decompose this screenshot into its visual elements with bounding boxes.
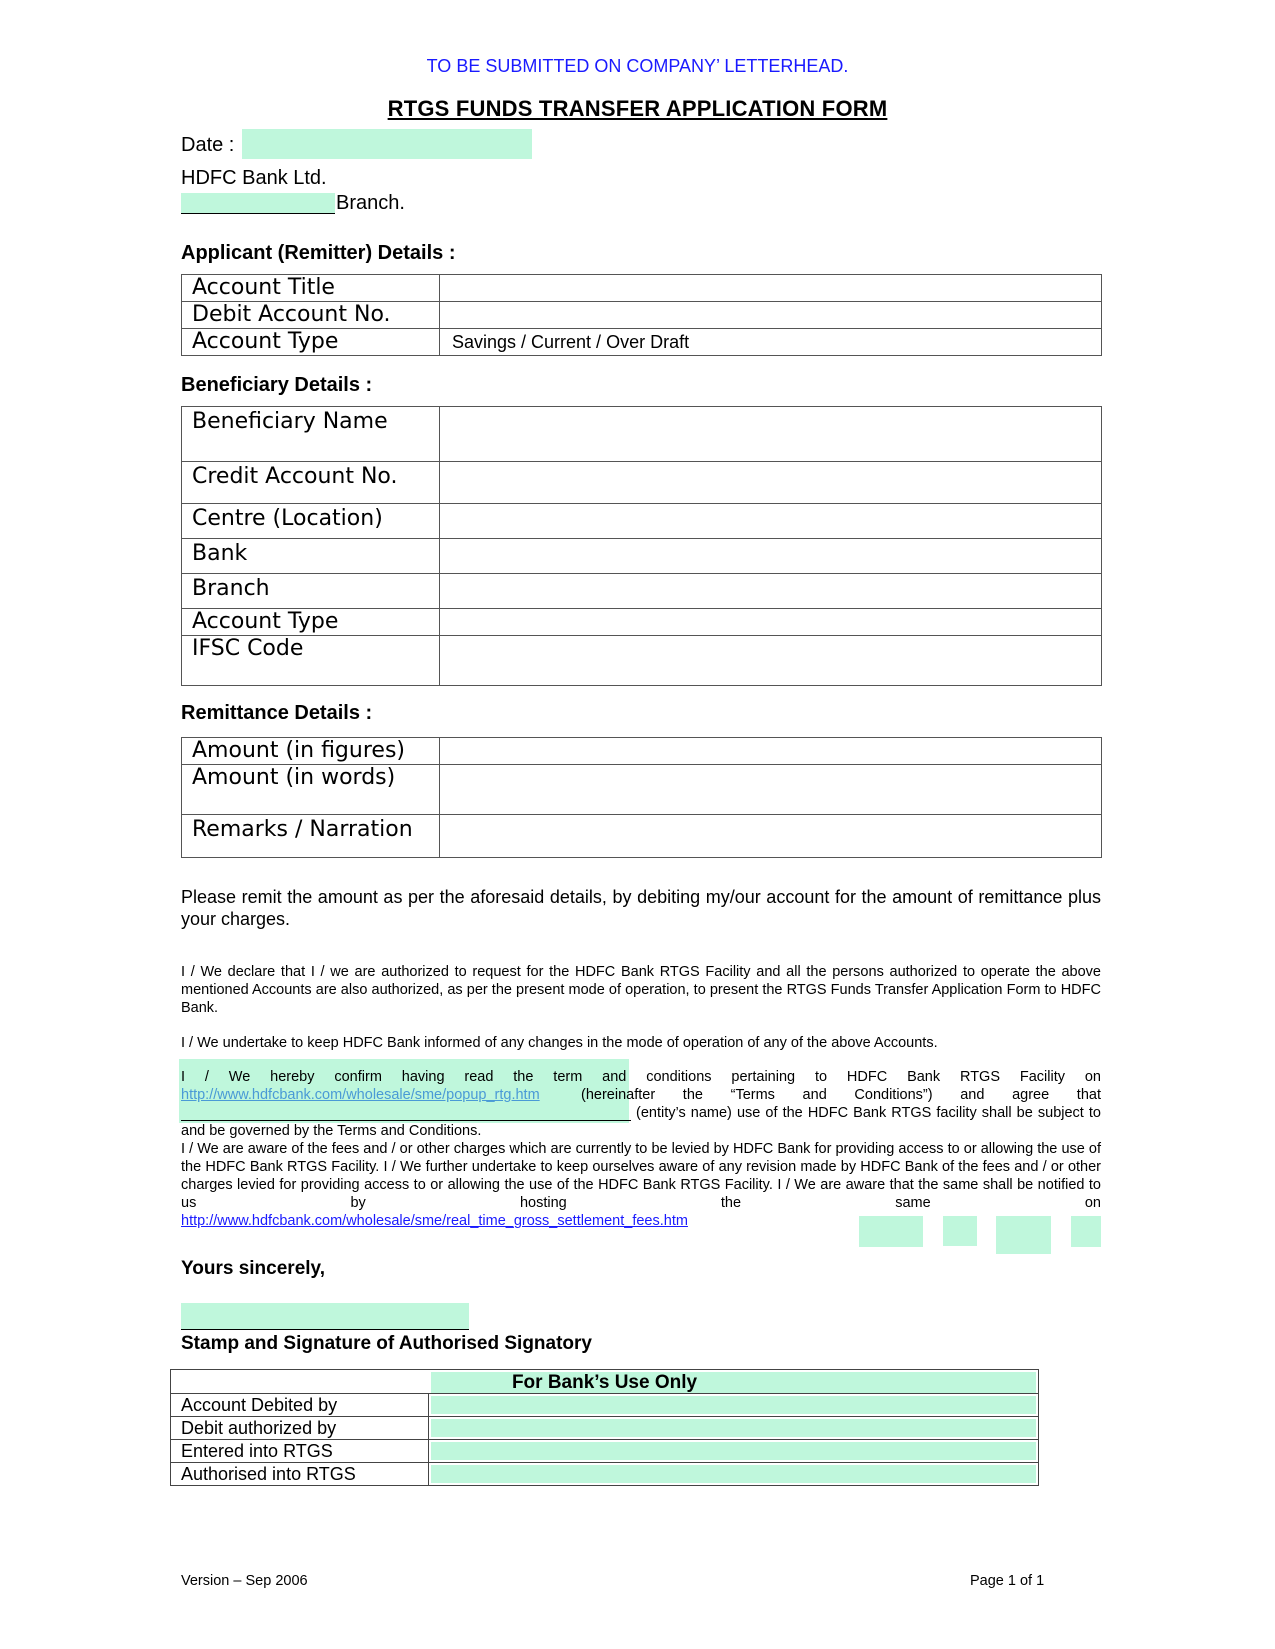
- authorised-into-rtgs-field[interactable]: [429, 1463, 1039, 1486]
- account-debited-by-field[interactable]: [429, 1394, 1039, 1417]
- applicant-table: [181, 274, 1102, 356]
- row-label: Beneficiary Name: [182, 407, 440, 462]
- row-label: Amount (in figures): [182, 738, 440, 765]
- centre-location-field[interactable]: [440, 504, 1102, 539]
- terms-link[interactable]: http://www.hdfcbank.com/wholesale/sme/popup_rtg.htm: [181, 1087, 540, 1103]
- row-label: Branch: [182, 574, 440, 609]
- table-row: [171, 1394, 1039, 1417]
- bank-use-heading: For Bank’s Use Only: [511, 1372, 698, 1393]
- page-title: RTGS FUNDS TRANSFER APPLICATION FORM: [387, 96, 888, 121]
- table-row: [171, 1463, 1039, 1486]
- fill-box[interactable]: [996, 1216, 1051, 1254]
- row-label: Credit Account No.: [182, 462, 440, 504]
- table-row: [171, 1370, 1039, 1394]
- date-input[interactable]: [242, 129, 532, 159]
- request-paragraph: Please remit the amount as per the aforesaid details, by debiting my/our account for the amount of remittance plus your charges.: [181, 887, 1101, 929]
- beneficiary-name-field[interactable]: [440, 407, 1102, 462]
- row-label: Debit authorized by: [171, 1417, 429, 1440]
- declaration-terms-line3: (entity’s name) use of the HDFC Bank RTGS facility shall be subject to and be governed by the Terms and Conditions.: [181, 1105, 1101, 1139]
- row-label: Remarks / Narration: [182, 815, 440, 858]
- table-row: [182, 609, 1102, 636]
- remittance-table: [181, 737, 1102, 858]
- bank-use-heading-cell: [171, 1370, 1039, 1394]
- amount-words-field[interactable]: [440, 765, 1102, 815]
- amount-figures-field[interactable]: [440, 738, 1102, 765]
- row-label: Centre (Location): [182, 504, 440, 539]
- table-row: [171, 1417, 1039, 1440]
- bank-name: HDFC Bank Ltd.: [181, 167, 327, 189]
- date-label: Date :: [181, 134, 235, 156]
- table-row: [182, 539, 1102, 574]
- fill-box[interactable]: [1071, 1216, 1101, 1247]
- branch-suffix: Branch.: [336, 192, 405, 214]
- declaration-terms-line1: I / We hereby confirm having read the term and conditions pertaining to HDFC Bank RTGS Facility on: [181, 1069, 1101, 1085]
- applicant-heading: Applicant (Remitter) Details :: [181, 242, 456, 264]
- beneficiary-account-type-field[interactable]: [440, 609, 1102, 636]
- row-label: Amount (in words): [182, 765, 440, 815]
- row-label: Account Debited by: [171, 1394, 429, 1417]
- declaration-authorization: I / We declare that I / we are authorized to request for the HDFC Bank RTGS Facility and all the persons authorized to operate the above mentioned Accounts are also authorized, as per the present mode of operation, to present the RTGS Funds Transfer Application Form to HDFC Bank.: [181, 964, 1101, 1016]
- declaration-fees: I / We are aware of the fees and / or other charges which are currently to be levied by HDFC Bank for providing access to or allowing the use of the HDFC Bank RTGS Facility. I / We further undertake to keep ourselves aware of any revision made by HDFC Bank of the fees and / or other charges levied for providing access to or allowing the use of the HDFC Bank RTGS Facility. I / We are aware that the same shall be notified to us by hosting the same on: [181, 1141, 1101, 1211]
- table-row: [182, 275, 1102, 302]
- signature-caption: Stamp and Signature of Authorised Signatory: [181, 1333, 592, 1354]
- table-row: [182, 462, 1102, 504]
- closing-salutation: Yours sincerely,: [181, 1258, 325, 1279]
- fill-box[interactable]: [943, 1216, 977, 1246]
- beneficiary-bank-field[interactable]: [440, 539, 1102, 574]
- letterhead-note: TO BE SUBMITTED ON COMPANY’ LETTERHEAD.: [426, 56, 849, 76]
- version-label: Version – Sep 2006: [181, 1573, 308, 1589]
- row-label: IFSC Code: [182, 636, 440, 686]
- remarks-field[interactable]: [440, 815, 1102, 858]
- table-row: [182, 765, 1102, 815]
- row-label: Account Type: [182, 609, 440, 636]
- fees-link-line: [181, 1212, 688, 1230]
- table-row: [182, 815, 1102, 858]
- beneficiary-heading: Beneficiary Details :: [181, 374, 373, 396]
- page-number: Page 1 of 1: [970, 1573, 1045, 1589]
- row-label: Authorised into RTGS: [171, 1463, 429, 1486]
- ifsc-code-field[interactable]: [440, 636, 1102, 686]
- account-title-field[interactable]: [440, 275, 1102, 302]
- table-row: [182, 574, 1102, 609]
- terms-link-line: [181, 1086, 1101, 1104]
- row-label: Account Title: [182, 275, 440, 302]
- account-type-options: Savings / Current / Over Draft: [452, 332, 690, 352]
- remittance-heading: Remittance Details :: [181, 702, 373, 724]
- debit-account-field[interactable]: [440, 302, 1102, 329]
- table-row: [182, 504, 1102, 539]
- table-row: [182, 636, 1102, 686]
- credit-account-field[interactable]: [440, 462, 1102, 504]
- signature-field[interactable]: [181, 1303, 469, 1330]
- entered-into-rtgs-field[interactable]: [429, 1440, 1039, 1463]
- row-label: Debit Account No.: [182, 302, 440, 329]
- branch-input[interactable]: [181, 193, 335, 214]
- debit-authorized-by-field[interactable]: [429, 1417, 1039, 1440]
- bank-use-table: [170, 1369, 1039, 1486]
- table-row: [182, 407, 1102, 462]
- table-row: [182, 329, 1102, 356]
- fees-link[interactable]: http://www.hdfcbank.com/wholesale/sme/real_time_gross_settlement_fees.htm: [181, 1213, 688, 1229]
- beneficiary-branch-field[interactable]: [440, 574, 1102, 609]
- table-row: [182, 302, 1102, 329]
- row-label: Bank: [182, 539, 440, 574]
- row-label: Account Type: [182, 329, 440, 356]
- table-row: [182, 738, 1102, 765]
- fill-box[interactable]: [859, 1216, 923, 1247]
- declaration-undertaking: I / We undertake to keep HDFC Bank informed of any changes in the mode of operation of any of the above Accounts.: [181, 1035, 938, 1051]
- table-row: [171, 1440, 1039, 1463]
- beneficiary-table: [181, 406, 1102, 686]
- account-type-field[interactable]: [440, 329, 1102, 356]
- declaration-terms-line2: (hereinafter the “Terms and Conditions”) and agree that: [581, 1087, 1101, 1103]
- row-label: Entered into RTGS: [171, 1440, 429, 1463]
